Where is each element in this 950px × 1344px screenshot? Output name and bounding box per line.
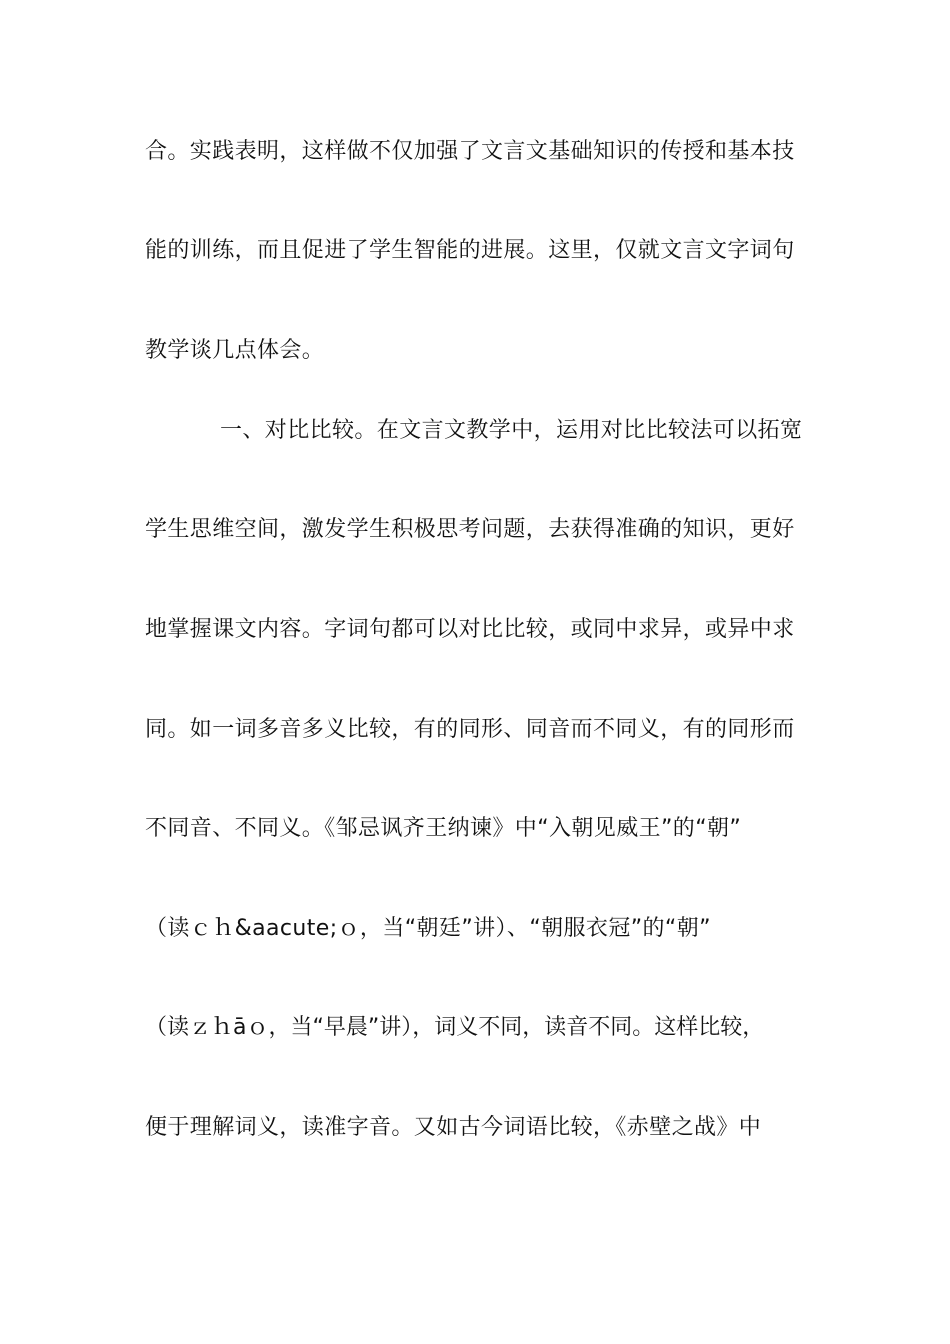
paragraph-line: 能的训练，而且促进了学生智能的进展。这里，仅就文言文字词句 <box>145 238 795 263</box>
paragraph-line: 合。实践表明，这样做不仅加强了文言文基础知识的传授和基本技 <box>145 139 795 164</box>
paragraph-line: 地掌握课文内容。字词句都可以对比比较，或同中求异，或异中求 <box>145 617 795 642</box>
paragraph-line: （读ｃｈ&aacute;ｏ，当“朝廷”讲）、“朝服衣冠”的“朝” <box>145 916 711 941</box>
section-heading-line: 一、对比比较。在文言文教学中，运用对比比较法可以拓宽 <box>220 418 803 443</box>
paragraph-line: 同。如一词多音多义比较，有的同形、同音而不同义，有的同形而 <box>145 717 795 742</box>
paragraph-line: 不同音、不同义。《邹忌讽齐王纳谏》中“入朝见威王”的“朝” <box>145 816 742 841</box>
paragraph-line: 学生思维空间，激发学生积极思考问题，去获得准确的知识，更好 <box>145 517 795 542</box>
paragraph-line: （读ｚｈāｏ，当“早晨”讲），词义不同，读音不同。这样比较， <box>145 1015 765 1040</box>
paragraph-line: 教学谈几点体会。 <box>145 338 325 363</box>
paragraph-line: 便于理解词义，读准字音。又如古今词语比较，《赤壁之战》中 <box>145 1115 762 1140</box>
